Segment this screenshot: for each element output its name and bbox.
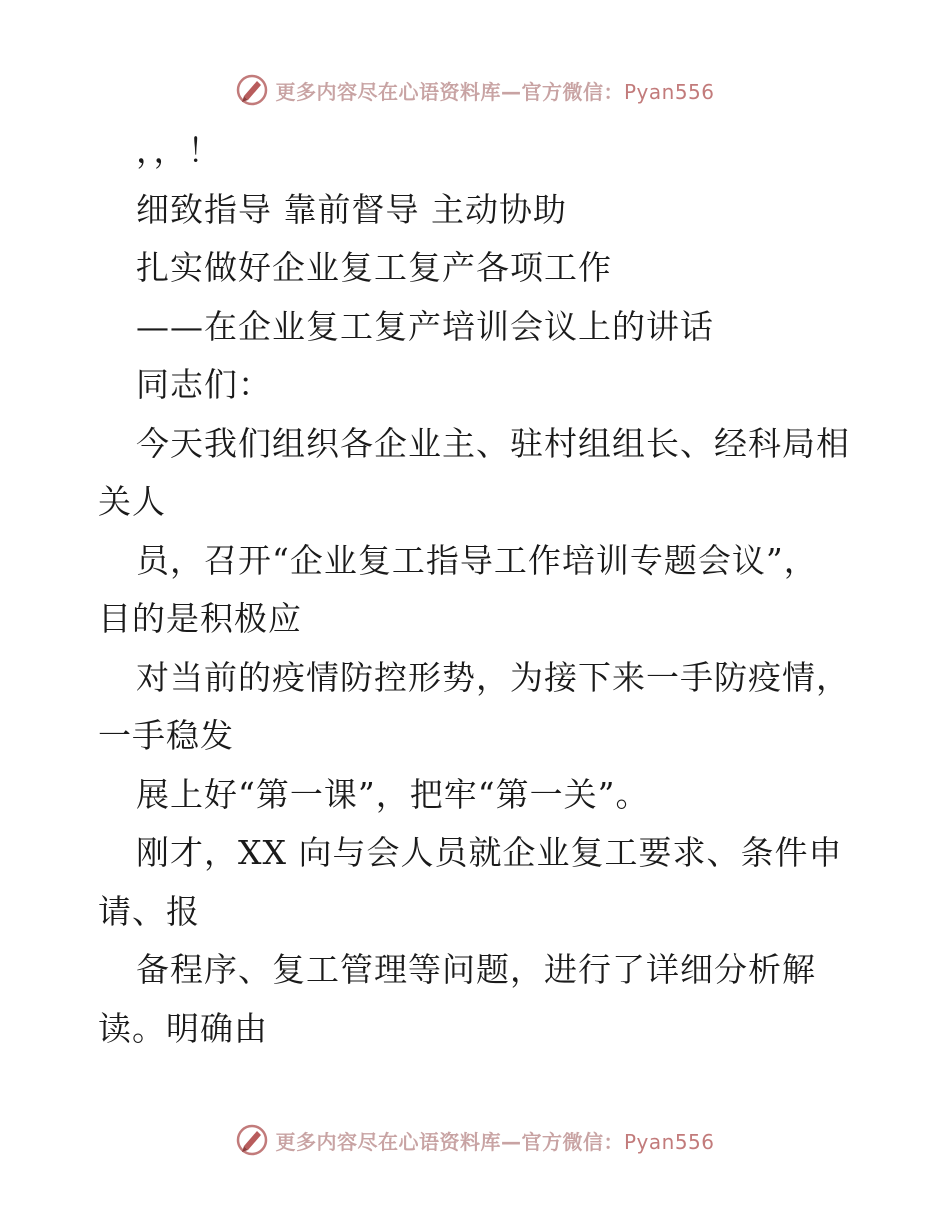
document-body	[98, 122, 858, 1058]
doc-line: 请、报	[98, 891, 200, 931]
doc-line: 关人	[98, 482, 166, 521]
watermark-site-text: 更多内容尽在心语资料库—官方微信：	[275, 1129, 624, 1154]
doc-line: 今天我们组织各企业主、驻村组组长、经科局相	[136, 423, 850, 463]
doc-line: ，，！	[136, 131, 222, 170]
doc-line: 刚才，XX 向与会人员就企业复工要求、条件申	[136, 833, 843, 872]
watermark-site-text: 更多内容尽在心语资料库—官方微信：	[275, 79, 624, 104]
watermark-text	[275, 1126, 714, 1155]
doc-salutation: 同志们：	[136, 365, 272, 404]
pen-seal-logo-icon	[235, 73, 269, 107]
doc-line: 员，召开“企业复工指导工作培训专题会议”，	[136, 540, 818, 580]
watermark-wechat-id: Pyan556	[623, 1129, 715, 1154]
doc-line: 对当前的疫情防控形势，为接下来一手防疫情，	[136, 657, 850, 697]
doc-line: 展上好“第一课”，把牢“第一关”。	[136, 774, 650, 814]
doc-heading-subtitle: 细致指导 靠前督导 主动协助	[136, 189, 567, 229]
doc-line: 一手稳发	[98, 716, 234, 755]
watermark-text	[275, 76, 714, 105]
doc-line: 读。明确由	[98, 1008, 268, 1048]
doc-line: 目的是积极应	[98, 599, 302, 638]
doc-heading-title: 扎实做好企业复工复产各项工作	[136, 248, 612, 287]
footer-watermark	[0, 1120, 950, 1160]
header-watermark	[0, 70, 950, 110]
watermark-wechat-id: Pyan556	[623, 79, 715, 104]
doc-line: 备程序、复工管理等问题，进行了详细分析解	[136, 950, 816, 989]
doc-heading-occasion: ——在企业复工复产培训会议上的讲话	[136, 306, 714, 346]
pen-seal-logo-icon	[235, 1123, 269, 1157]
